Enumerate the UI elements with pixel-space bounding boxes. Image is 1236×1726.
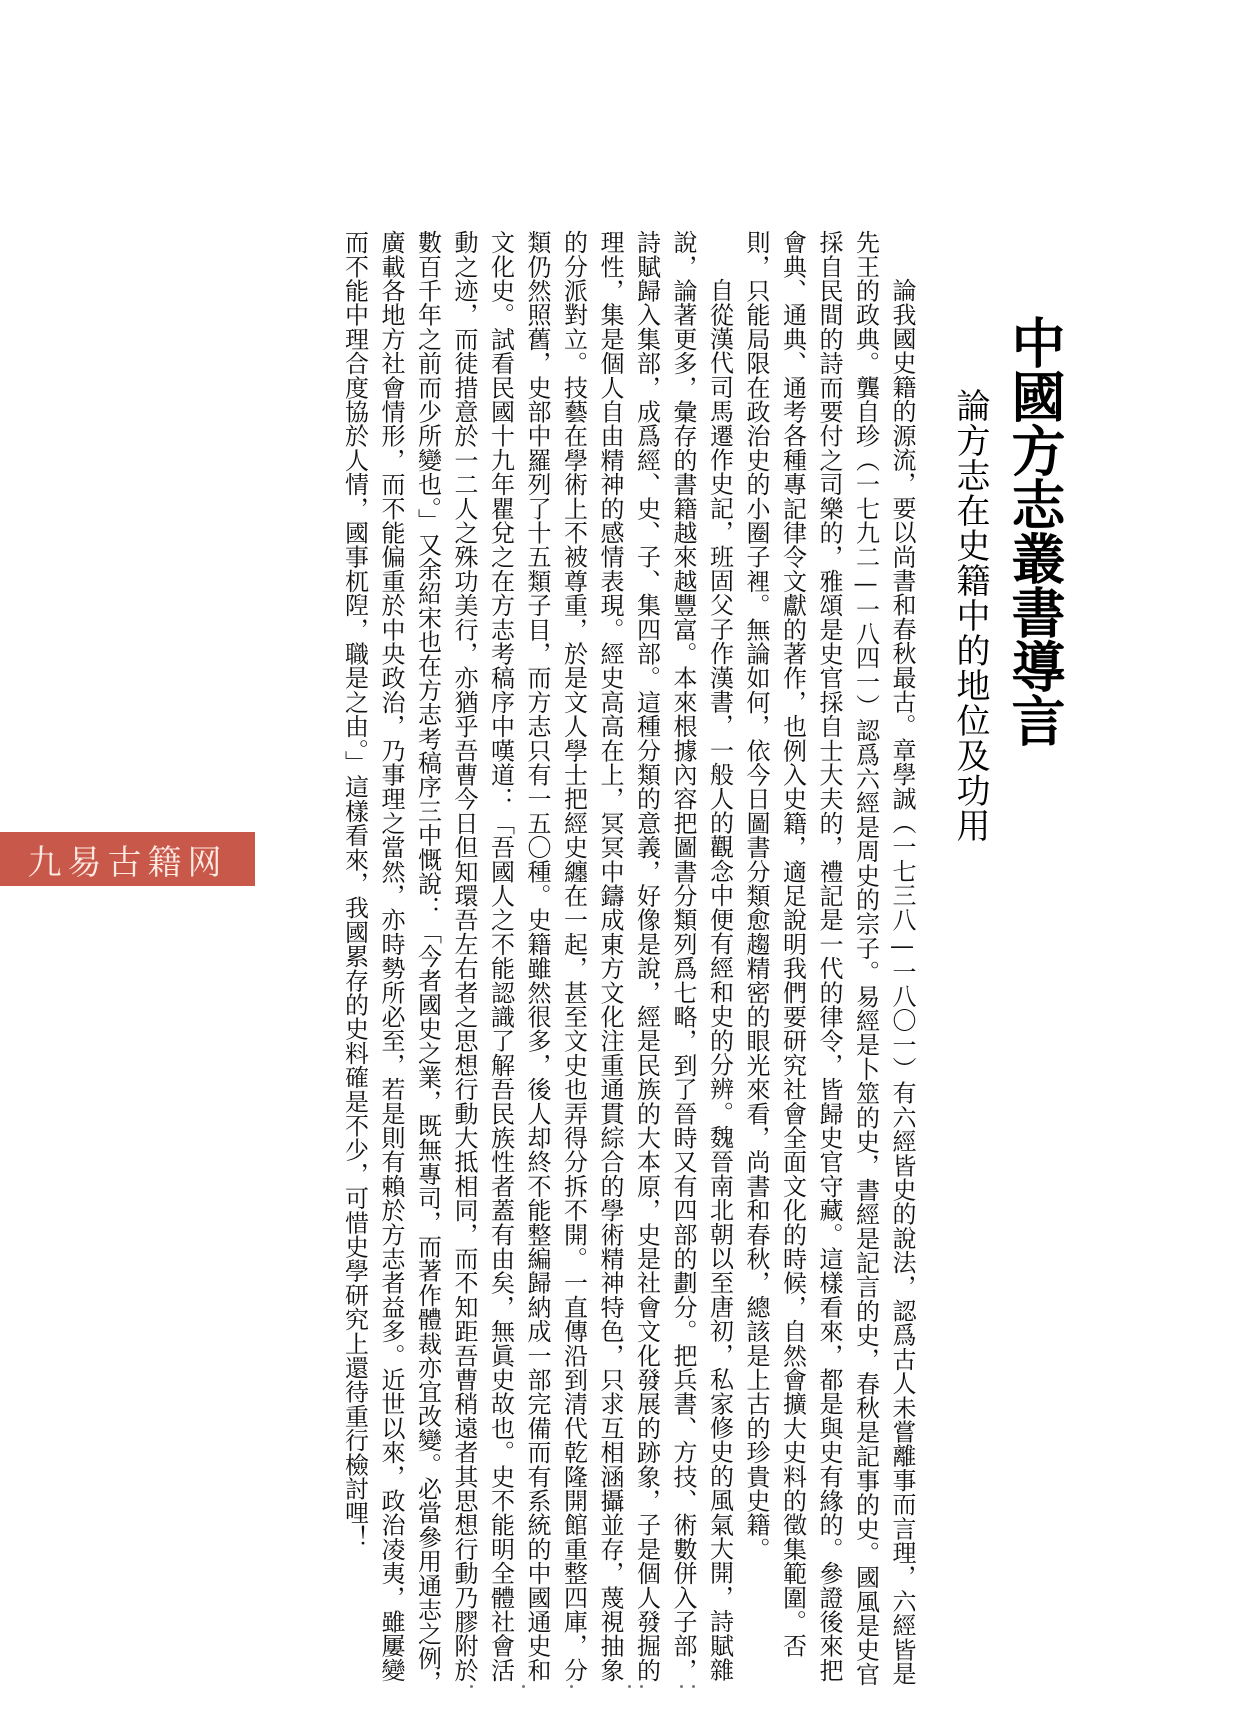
body-text	[150, 230, 920, 1700]
page-subtitle: 論方志在史籍中的地位及功用	[950, 388, 990, 843]
paragraph-2: 自從漢代司馬遷作史記，班固父子作漢書，一般人的觀念中便有經和史的分辨。魏晉南北朝以至唐初，私家修史的風氣大開，詩賦雜說，論著更多，彙存的書籍越來越豐富。本來根據內容把圖書分類列爲七略，到了晉時又有四部的劃分。把兵書、方技、術數併入子部，詩賦歸入集部，成爲經、史、子、集四部。這種分類的意義，好像是說，經是民族的大本原，史是社會文化發展的跡象，子是個人發掘的理性，集是個人自由精神的感情表現。經史高高在上，冥冥中鑄成東方文化注重通貫綜合的學術精神特色，只求互相涵攝並存，蔑視抽象的分派對立。技藝在學術上不被尊重，於是文人學士把經史纏在一起，甚至文史也弄得分拆不開。一直傳沿到清代乾隆開館重整四庫，分類仍然照舊，史部中羅列了十五類子目，而方志只有一五〇種。史籍雖然很多，後人却終不能整編歸納成一部完備而有系統的中國通史和文化史。試看民國十九年瞿兌之在方志考稿序中嘆道：「吾國人之不能認識了解吾民族性者蓋有由矣，無眞史故也。史不能明全體社會活動之迹，而徒措意於一二人之殊功美行，亦猶乎吾曹今日但知環吾左右者之思想行動大抵相同，而不知距吾曹稍遠者其思想行動乃膠附於數百千年之前而少所變也。」又余紹宋也在方志考稿序三中慨說：「今者國史之業，既無專司，而著作體裁亦宜改變。必當參用通志之例，廣載各地方社會情形，而不能偏重於中央政治，乃事理之當然，亦時勢所必至，若是則有賴於方志者益多。近世以來，政治凌夷，雖屢變而不能中理合度協於人情，國事杌隉，職是之由。」這樣看來，我國累存的史料確是不少，可惜史學研究上還待重行檢討哩！	[340, 230, 734, 1695]
watermark-stamp	[0, 832, 255, 886]
paragraph-1: 論我國史籍的源流，要以尚書和春秋最古。章學誠（一七三八—一八〇一）有六經皆史的說法，認爲古人未嘗離事而言理，六經皆是先王的政典。龔自珍（一七九二—一八四一）認爲六經是周史的宗子。易經是卜筮的史，書經是記言的史，春秋是記事的史。國風是史官採自民間的詩而要付之司樂的，雅頌是史官採自士大夫的，禮記是一代的律令，皆歸史官守藏。這樣看來，都是與史有緣的。參證後來把會典、通典、通考各種專記律令文獻的著作，也例入史籍，適足說明我們要研究社會全面文化的時候，自然會擴大史料的徵集範圍。否則，只能局限在政治史的小圈子裡。無論如何，依今日圖書分類愈趨精密的眼光來看，尚書和春秋，總該是上古的珍貴史籍。	[742, 230, 916, 1686]
scan-artifacts	[470, 1685, 770, 1695]
page-title: 中國方志叢書導言	[1003, 315, 1067, 747]
watermark-text: 九易古籍网	[27, 842, 228, 883]
